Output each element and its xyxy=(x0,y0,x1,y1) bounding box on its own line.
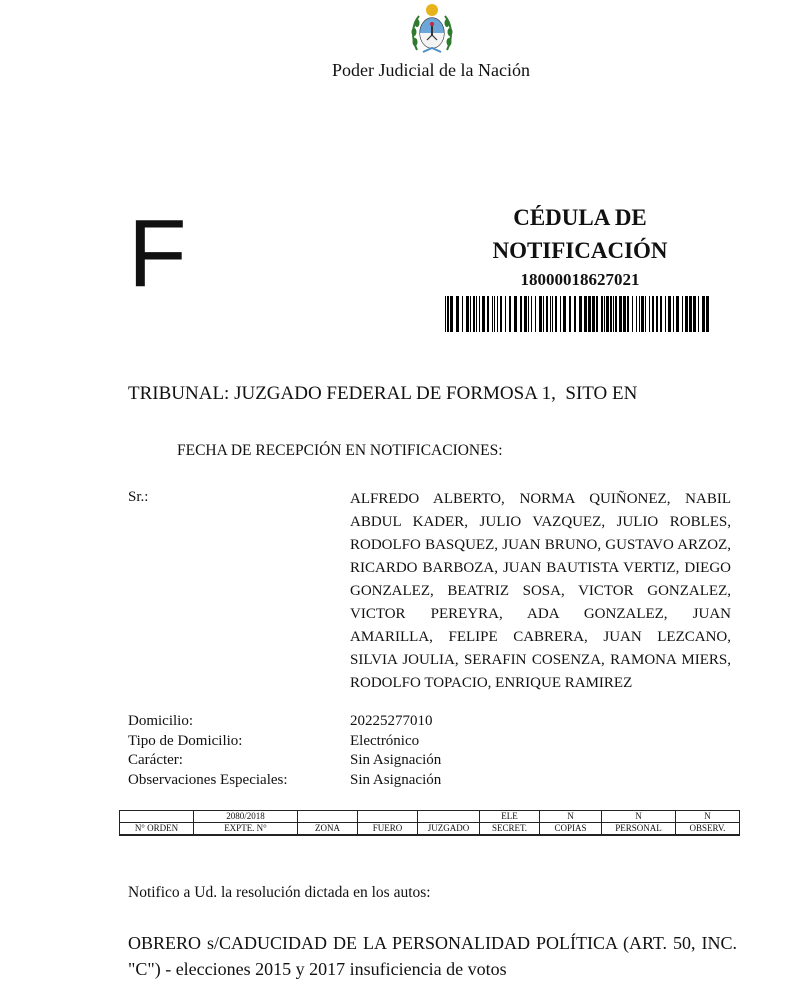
barcode-bar xyxy=(645,296,646,332)
barcode-bar xyxy=(539,296,542,332)
organization-name: Poder Judicial de la Nación xyxy=(332,60,530,80)
case-title: OBRERO s/CADUCIDAD DE LA PERSONALIDAD POLÍTICA (ART. 50, INC. "C") - elecciones 2015 y 2017 insuficiencia de votos xyxy=(128,933,737,979)
barcode-bar xyxy=(497,296,498,332)
field-value-observaciones: Sin Asignación xyxy=(350,771,442,788)
reception-date-label: FECHA DE RECEPCIÓN EN NOTIFICACIONES: xyxy=(177,442,503,459)
table-header: OBSERV. xyxy=(676,823,740,836)
table-header: COPIAS xyxy=(540,823,602,836)
barcode-bar xyxy=(552,296,553,332)
barcode-bar xyxy=(579,296,582,332)
barcode-bar xyxy=(693,296,696,332)
barcode-bar xyxy=(588,296,591,332)
table-header: FUERO xyxy=(358,823,418,836)
barcode-bar xyxy=(619,296,622,332)
barcode-bar xyxy=(610,296,612,332)
barcode-bar xyxy=(676,296,679,332)
barcode-bar xyxy=(500,296,502,332)
field-value-tipo-domicilio: Electrónico xyxy=(350,732,420,749)
field-value-domicilio: 20225277010 xyxy=(350,713,433,729)
barcode-bar xyxy=(450,296,453,332)
tribunal-line: TRIBUNAL: JUZGADO FEDERAL DE FORMOSA 1, SITO EN xyxy=(128,383,638,404)
barcode-bar xyxy=(641,296,644,332)
barcode-bar xyxy=(706,296,709,332)
document-number: 18000018627021 xyxy=(520,270,640,289)
field-value-caracter: Sin Asignación xyxy=(350,752,442,768)
barcode-bar xyxy=(698,296,699,332)
notification-line: Notifico a Ud. la resolución dictada en los autos: xyxy=(128,884,431,901)
field-label-caracter: Carácter: xyxy=(128,752,183,768)
barcode-bar xyxy=(479,296,480,332)
barcode-bar xyxy=(596,296,598,332)
table-header: PERSONAL xyxy=(602,823,676,836)
barcode-bar xyxy=(682,296,683,332)
table-header: ZONA xyxy=(298,823,358,836)
barcode-bar xyxy=(584,296,587,332)
barcode-bar xyxy=(476,296,477,332)
table-header: EXPTE. N° xyxy=(194,823,298,836)
barcode-bar xyxy=(660,296,662,332)
barcode-bar xyxy=(563,296,566,332)
barcode-bar xyxy=(632,296,633,332)
barcode-bar xyxy=(639,296,640,332)
barcode-bar xyxy=(592,296,595,332)
barcode-bar xyxy=(487,296,489,332)
table-cell xyxy=(358,811,418,823)
barcode-bar xyxy=(528,296,529,332)
field-label-observaciones: Observaciones Especiales: xyxy=(128,771,288,788)
table-cell: N xyxy=(676,811,740,823)
barcode-bar xyxy=(623,296,626,332)
barcode-bar xyxy=(574,296,576,332)
barcode-bar xyxy=(685,296,688,332)
recipient-label: Sr.: xyxy=(128,489,149,505)
barcode-bar xyxy=(456,296,459,332)
table-cell: 2080/2018 xyxy=(194,811,298,823)
table-cell: ELE xyxy=(480,811,540,823)
barcode-bar xyxy=(555,296,557,332)
barcode-bar xyxy=(482,296,485,332)
barcode-bar xyxy=(535,296,536,332)
national-seal-icon xyxy=(409,2,455,56)
barcode-bar xyxy=(615,296,617,332)
barcode-bar xyxy=(543,296,544,332)
barcode-bar xyxy=(473,296,475,332)
barcode-bar xyxy=(546,296,548,332)
barcode-bar xyxy=(514,296,517,332)
field-label-tipo-domicilio: Tipo de Domicilio: xyxy=(128,732,243,749)
document-letter: F xyxy=(128,200,187,307)
barcode-bar xyxy=(656,296,658,332)
table-cell xyxy=(298,811,358,823)
barcode-bar xyxy=(601,296,603,332)
barcode xyxy=(445,296,710,332)
document-title: CÉDULA DE NOTIFICACIÓN xyxy=(492,205,668,263)
barcode-bar xyxy=(636,296,637,332)
recipient-names: ALFREDO ALBERTO, NORMA QUIÑONEZ, NABIL ABDUL KADER, JULIO VAZQUEZ, JULIO ROBLES, RODOLFO BASQUEZ, JUAN BRUNO, GUSTAVO ARZOZ, RICARDO BARBOZA, JUAN BAUTISTA VERTIZ, DIEGO GONZALEZ, BEATRIZ SOSA, VICTOR GONZALEZ, VICTOR PEREYRA, ADA GONZALEZ, JUAN AMARILLA, FELIPE CABRERA, JUAN LEZCANO, SILVIA JOULIA, SERAFIN COSENZA, RAMONA MIERS, RODOLFO TOPACIO, ENRIQUE RAMIREZ xyxy=(350,491,731,691)
barcode-bar xyxy=(668,296,671,332)
barcode-bar xyxy=(524,296,527,332)
barcode-bar xyxy=(652,296,654,332)
barcode-bar xyxy=(550,296,551,332)
table-header: SECRET. xyxy=(480,823,540,836)
barcode-bar xyxy=(673,296,674,332)
barcode-bar xyxy=(470,296,471,332)
barcode-bar xyxy=(445,296,446,332)
barcode-bar xyxy=(531,296,532,332)
barcode-bar xyxy=(604,296,605,332)
barcode-bar xyxy=(606,296,609,332)
barcode-bar xyxy=(447,296,449,332)
barcode-bar xyxy=(689,296,692,332)
table-header: JUZGADO xyxy=(418,823,480,836)
barcode-bar xyxy=(492,296,493,332)
barcode-bar xyxy=(627,296,629,332)
table-header: N° ORDEN xyxy=(120,823,194,836)
barcode-bar xyxy=(665,296,666,332)
barcode-bar xyxy=(613,296,614,332)
barcode-bar xyxy=(466,296,469,332)
barcode-bar xyxy=(649,296,650,332)
barcode-bar xyxy=(462,296,463,332)
case-data-table xyxy=(119,810,740,836)
table-cell xyxy=(418,811,480,823)
barcode-bar xyxy=(505,296,506,332)
barcode-bar xyxy=(509,296,511,332)
table-cell xyxy=(120,811,194,823)
table-cell: N xyxy=(540,811,602,823)
barcode-bar xyxy=(702,296,705,332)
barcode-bar xyxy=(520,296,522,332)
field-label-domicilio: Domicilio: xyxy=(128,713,193,729)
table-cell: N xyxy=(602,811,676,823)
barcode-bar xyxy=(569,296,571,332)
barcode-bar xyxy=(494,296,495,332)
barcode-bar xyxy=(560,296,561,332)
